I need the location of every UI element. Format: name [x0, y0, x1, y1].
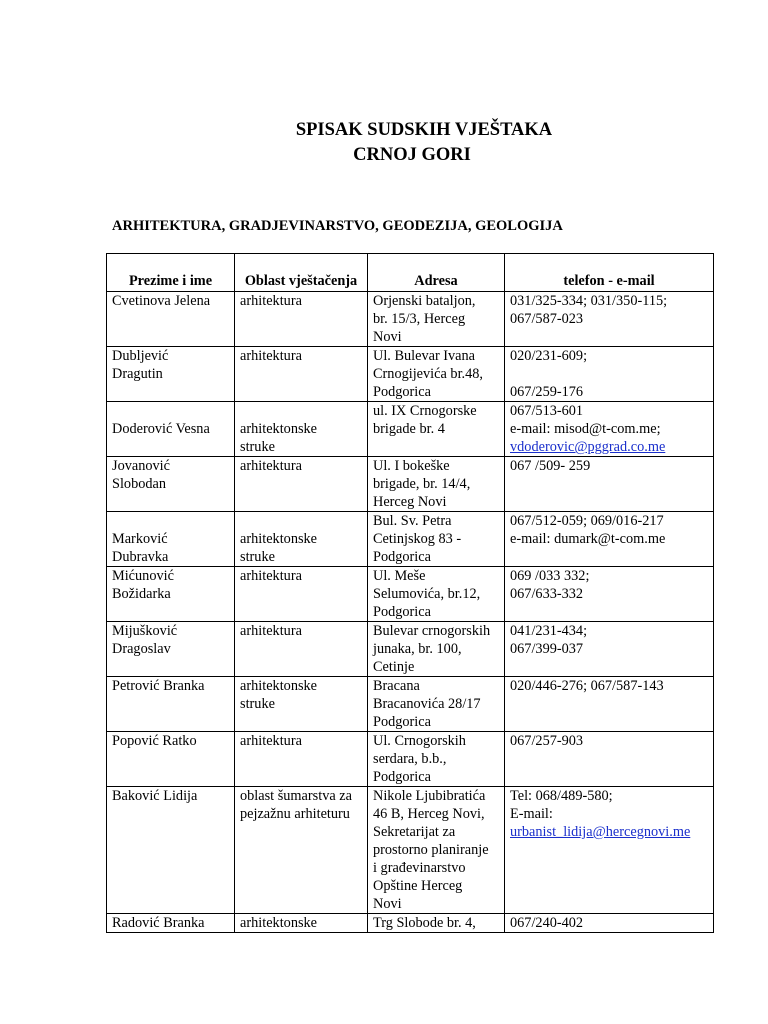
cell-field-line: arhitektonske — [240, 421, 318, 437]
cell-address-line: Crnogijevića br.48, — [373, 366, 483, 382]
experts-table — [106, 253, 714, 933]
experts-table-body — [107, 292, 714, 933]
cell-field-line: arhitektura — [240, 458, 302, 474]
cell-contact — [505, 732, 714, 787]
cell-name-line: Dragutin — [112, 366, 163, 382]
cell-contact-line: 031/325-334; 031/350-115; — [510, 293, 668, 309]
cell-address-line: Ul. Crnogorskih — [373, 733, 466, 749]
cell-address-line: Orjenski bataljon, — [373, 293, 476, 309]
cell-contact — [505, 677, 714, 732]
column-header-address: Adresa — [368, 254, 505, 292]
cell-name-line: Dubljević — [112, 348, 169, 364]
cell-address — [368, 732, 505, 787]
table-row — [107, 512, 714, 567]
cell-contact — [505, 622, 714, 677]
cell-contact — [505, 292, 714, 347]
cell-address-line: Sekretarijat za — [373, 824, 456, 840]
cell-address-line: Bulevar crnogorskih — [373, 623, 491, 639]
cell-field — [235, 567, 368, 622]
cell-field — [235, 347, 368, 402]
cell-address-line: Cetinjskog 83 - — [373, 531, 462, 547]
cell-field-line: oblast šumarstva za — [240, 788, 352, 804]
cell-name-line: Slobodan — [112, 476, 167, 492]
cell-field-line: arhitektura — [240, 293, 302, 309]
cell-contact-line: 069 /033 332; — [510, 568, 590, 584]
cell-address — [368, 347, 505, 402]
cell-address-line: Ul. I bokeške — [373, 458, 450, 474]
cell-address — [368, 512, 505, 567]
cell-field — [235, 622, 368, 677]
cell-field-line: struke — [240, 549, 275, 565]
cell-address-line: Podgorica — [373, 714, 431, 730]
cell-address — [368, 567, 505, 622]
cell-field-line — [240, 402, 362, 420]
cell-address — [368, 402, 505, 457]
cell-name-line: Marković — [112, 531, 168, 547]
cell-contact-line: 067 /509- 259 — [510, 458, 591, 474]
cell-field-line: arhitektura — [240, 568, 302, 584]
cell-name — [107, 677, 235, 732]
cell-address-line: brigade, br. 14/4, — [373, 476, 471, 492]
cell-contact — [505, 567, 714, 622]
cell-name — [107, 732, 235, 787]
cell-contact-line: e-mail: dumark@t-com.me — [510, 531, 666, 547]
table-row — [107, 347, 714, 402]
cell-name-line — [112, 512, 229, 530]
cell-contact-line: E-mail: — [510, 806, 553, 822]
cell-name-line: Cvetinova Jelena — [112, 293, 211, 309]
cell-address — [368, 787, 505, 914]
cell-field — [235, 402, 368, 457]
table-row — [107, 402, 714, 457]
cell-contact-line: 067/633-332 — [510, 586, 584, 602]
cell-name — [107, 347, 235, 402]
cell-address-line: serdara, b.b., — [373, 751, 447, 767]
cell-contact-line: 020/446-276; 067/587-143 — [510, 678, 664, 694]
cell-address-line: Bracanovića 28/17 — [373, 696, 481, 712]
cell-contact — [505, 914, 714, 933]
cell-name — [107, 914, 235, 933]
cell-address-line: Bul. Sv. Petra — [373, 513, 452, 529]
cell-address — [368, 677, 505, 732]
table-header-row — [107, 254, 714, 292]
table-row — [107, 914, 714, 933]
cell-field-line: pejzažnu arhiteturu — [240, 806, 350, 822]
cell-field-line: struke — [240, 439, 275, 455]
cell-name-line: Dragoslav — [112, 641, 171, 657]
cell-field-line: arhitektura — [240, 733, 302, 749]
cell-contact-line: Tel: 068/489-580; — [510, 788, 613, 804]
cell-contact — [505, 457, 714, 512]
email-link[interactable]: vdoderovic@pggrad.co.me — [510, 439, 666, 455]
column-header-contact: telefon - e-mail — [505, 254, 714, 292]
cell-address — [368, 292, 505, 347]
cell-address-line: Bracana — [373, 678, 420, 694]
cell-name — [107, 457, 235, 512]
cell-name — [107, 402, 235, 457]
table-row — [107, 457, 714, 512]
cell-address — [368, 914, 505, 933]
cell-address-line: Podgorica — [373, 384, 431, 400]
column-header-field: Oblast vještačenja — [235, 254, 368, 292]
cell-contact-line: 067/512-059; 069/016-217 — [510, 513, 664, 529]
cell-field — [235, 732, 368, 787]
cell-name-line: Mijušković — [112, 623, 178, 639]
cell-field-line: arhitektura — [240, 348, 302, 364]
cell-contact-line: 041/231-434; — [510, 623, 588, 639]
cell-address-line: Cetinje — [373, 659, 415, 675]
cell-address-line: Podgorica — [373, 769, 431, 785]
cell-contact — [505, 787, 714, 914]
cell-address — [368, 622, 505, 677]
table-row — [107, 292, 714, 347]
cell-name-line: Dubravka — [112, 549, 169, 565]
cell-name-line: Petrović Branka — [112, 678, 205, 694]
cell-name — [107, 512, 235, 567]
cell-address-line: Novi — [373, 896, 402, 912]
cell-contact-line: 020/231-609; — [510, 348, 588, 364]
cell-name — [107, 292, 235, 347]
cell-address-line: Podgorica — [373, 604, 431, 620]
cell-name — [107, 567, 235, 622]
cell-contact-line: 067/259-176 — [510, 384, 584, 400]
cell-address-line: junaka, br. 100, — [373, 641, 462, 657]
cell-name-line: Jovanović — [112, 458, 170, 474]
cell-name-line: Doderović Vesna — [112, 421, 210, 437]
cell-field-line: arhitektonske — [240, 531, 318, 547]
cell-field — [235, 677, 368, 732]
cell-address-line: i građevinarstvo — [373, 860, 466, 876]
cell-address-line: Trg Slobode br. 4, — [373, 915, 476, 931]
cell-contact-line — [510, 365, 708, 383]
cell-address-line: prostorno planiranje — [373, 842, 489, 858]
cell-address-line: ul. IX Crnogorske — [373, 403, 477, 419]
cell-address-line: br. 15/3, Herceg — [373, 311, 466, 327]
table-row — [107, 567, 714, 622]
cell-address-line: Selumovića, br.12, — [373, 586, 481, 602]
cell-contact-line: 067/513-601 — [510, 403, 584, 419]
cell-contact — [505, 512, 714, 567]
document-title-line-2: CRNOJ GORI — [353, 145, 471, 165]
cell-name-line: Božidarka — [112, 586, 171, 602]
cell-field — [235, 914, 368, 933]
cell-field — [235, 512, 368, 567]
cell-address-line: Nikole Ljubibratića — [373, 788, 486, 804]
section-heading: ARHITEKTURA, GRADJEVINARSTVO, GEODEZIJA, GEOLOGIJA — [112, 218, 563, 234]
cell-name — [107, 787, 235, 914]
table-row — [107, 787, 714, 914]
email-link[interactable]: urbanist_lidija@hercegnovi.me — [510, 824, 691, 840]
cell-address-line: Opštine Herceg — [373, 878, 463, 894]
cell-contact-line: 067/257-903 — [510, 733, 584, 749]
cell-contact-line: 067/587-023 — [510, 311, 584, 327]
cell-contact — [505, 347, 714, 402]
cell-address-line: Novi — [373, 329, 402, 345]
cell-field — [235, 457, 368, 512]
cell-name-line: Mićunović — [112, 568, 174, 584]
cell-address-line: Ul. Meše — [373, 568, 426, 584]
cell-contact-line: 067/399-037 — [510, 641, 584, 657]
cell-address-line: Podgorica — [373, 549, 431, 565]
cell-address-line: 46 B, Herceg Novi, — [373, 806, 485, 822]
cell-address-line: Herceg Novi — [373, 494, 447, 510]
cell-contact-line: e-mail: misod@t-com.me; — [510, 421, 661, 437]
column-header-name: Prezime i ime — [107, 254, 235, 292]
cell-name-line — [112, 402, 229, 420]
cell-contact-line: 067/240-402 — [510, 915, 584, 931]
cell-name-line: Baković Lidija — [112, 788, 198, 804]
cell-name-line: Popović Ratko — [112, 733, 197, 749]
cell-address-line: brigade br. 4 — [373, 421, 445, 437]
cell-field-line: arhitektonske — [240, 915, 318, 931]
cell-field-line: struke — [240, 696, 275, 712]
cell-field — [235, 292, 368, 347]
table-row — [107, 677, 714, 732]
cell-field-line — [240, 512, 362, 530]
table-row — [107, 732, 714, 787]
cell-contact — [505, 402, 714, 457]
cell-field-line: arhitektonske — [240, 678, 318, 694]
cell-name — [107, 622, 235, 677]
cell-field-line: arhitektura — [240, 623, 302, 639]
cell-field — [235, 787, 368, 914]
cell-name-line: Radović Branka — [112, 915, 205, 931]
document-title-line-1: SPISAK SUDSKIH VJEŠTAKA — [295, 120, 553, 140]
table-row — [107, 622, 714, 677]
cell-address — [368, 457, 505, 512]
cell-address-line: Ul. Bulevar Ivana — [373, 348, 476, 364]
